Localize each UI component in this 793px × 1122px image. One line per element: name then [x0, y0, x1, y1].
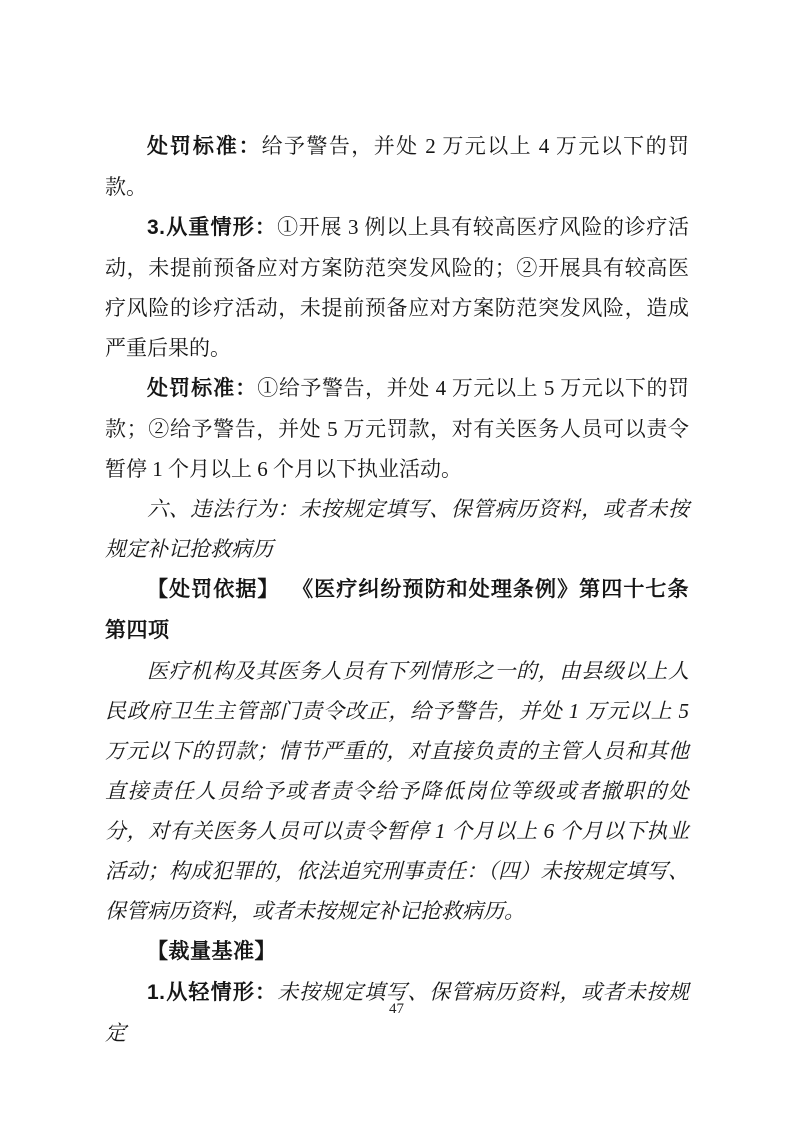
paragraph-lead: 【裁量基准】: [147, 940, 276, 963]
paragraph-body: ①给予警告，并处 4 万元以上 5 万元以下的罚款；②给予警告，并处 5 万元罚款，对有关医务人员可以责令暂停 1 个月以上 6 个月以下执业活动。: [105, 376, 690, 481]
paragraph-body: 未按规定填写、保管病历资料，或者未按规定: [105, 980, 690, 1045]
paragraph-penalty-standard-2: [105, 368, 689, 489]
paragraph-body: 医疗机构及其医务人员有下列情形之一的，由县级以上人民政府卫生主管部门责令改正，给予警告，并处 1 万元以上 5 万元以下的罚款；情节严重的，对直接负责的主管人员和其他直接责任人员给予或者责令给予降低岗位等级或者撤职的处分，对有关医务人员可以责令暂停 1 个月以上 6 个月以下执业活动；构成犯罪的，依法追究刑事责任：（四）未按规定填写、保管病历资料，或者未按规定补记抢救病历。: [105, 659, 689, 923]
paragraph-lead: 3.从重情形：: [147, 216, 278, 239]
paragraph-lead: 处罚标准：: [147, 377, 258, 400]
paragraph-body: 《医疗纠纷预防和处理条例》第四十七条第四项: [105, 578, 690, 642]
paragraph-body: 六、违法行为：未按规定填写、保管病历资料，或者未按规定补记抢救病历: [105, 497, 689, 561]
paragraph-regulation-citation: [105, 651, 689, 931]
page-content: [105, 126, 689, 1053]
paragraph-lead: 处罚标准：: [147, 135, 262, 158]
paragraph-penalty-basis-heading: [105, 569, 689, 651]
paragraph-lead: 1.从轻情形：: [147, 981, 278, 1004]
page-number: 47: [389, 1001, 404, 1017]
paragraph-body: 给予警告，并处 2 万元以上 4 万元以下的罚款。: [105, 134, 690, 199]
paragraph-illegal-act-item-6: [105, 489, 689, 569]
paragraph-penalty-standard-1: [105, 126, 689, 207]
paragraph-body: ①开展 3 例以上具有较高医疗风险的诊疗活动，未提前预备应对方案防范突发风险的；②开展具有较高医疗风险的诊疗活动，未提前预备应对方案防范突发风险，造成严重后果的。: [105, 215, 690, 360]
paragraph-lead: 【处罚依据】: [147, 578, 280, 601]
paragraph-discretion-benchmark-heading: [105, 931, 689, 972]
paragraph-aggravating-circumstances: [105, 207, 689, 368]
page-footer: [0, 998, 793, 1020]
